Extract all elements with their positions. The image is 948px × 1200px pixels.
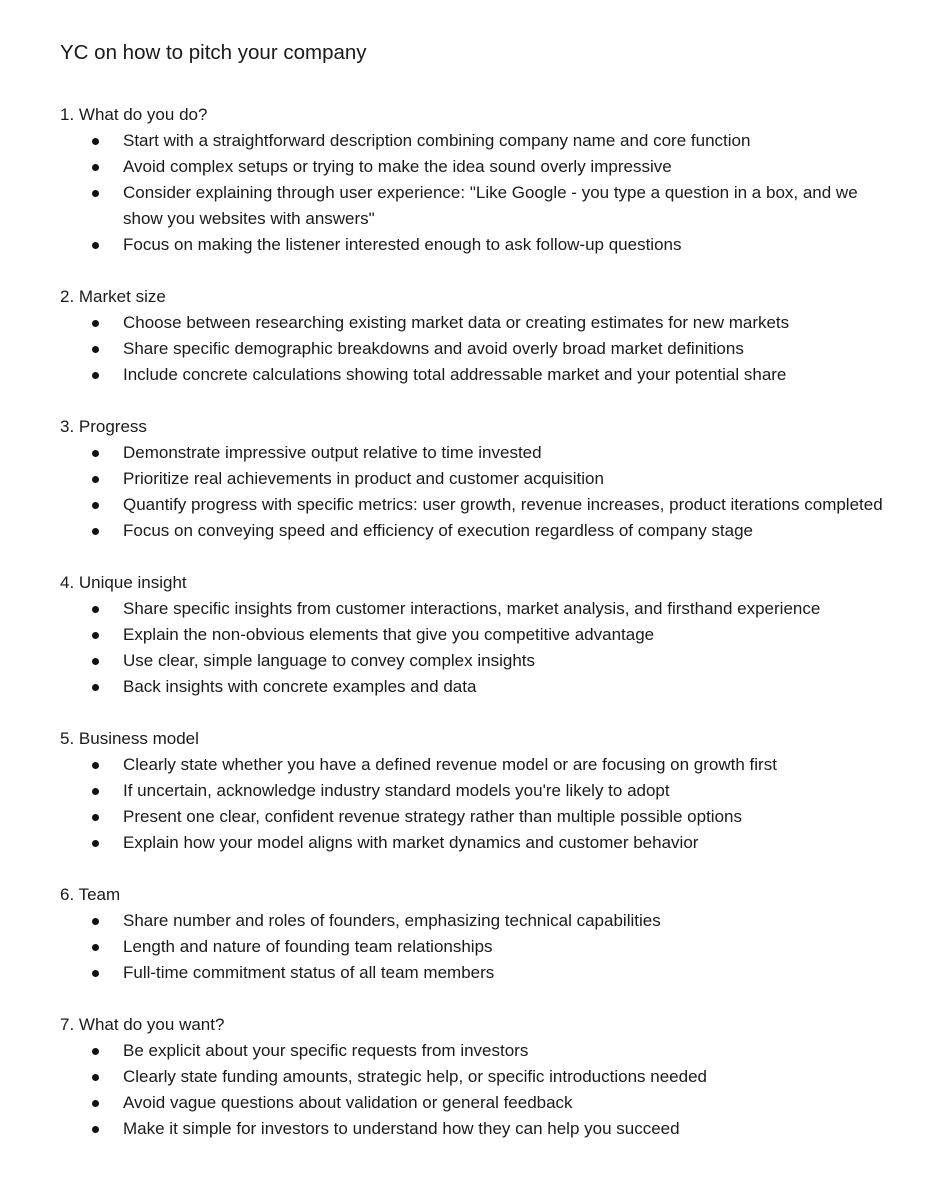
section-business-model — [60, 726, 888, 856]
bullet-icon — [92, 1048, 99, 1055]
bullet-icon — [92, 606, 99, 613]
list-item — [60, 752, 888, 778]
section-unique-insight — [60, 570, 888, 700]
list-item-text: Quantify progress with specific metrics: user growth, revenue increases, product iterations completed — [123, 495, 883, 514]
document-title: YC on how to pitch your company — [60, 41, 367, 64]
bullet-list — [60, 128, 888, 258]
list-item-text: Avoid vague questions about validation or general feedback — [123, 1093, 573, 1112]
bullet-icon — [92, 814, 99, 821]
list-item — [60, 1116, 888, 1142]
list-item — [60, 804, 888, 830]
list-item-text: Consider explaining through user experience: "Like Google - you type a question in a box, and we show you websites with answers" — [123, 183, 858, 228]
section-heading: 3. Progress — [60, 417, 147, 436]
list-item — [60, 648, 888, 674]
list-item-text: Share specific demographic breakdowns and avoid overly broad market definitions — [123, 339, 744, 358]
list-item-text: Clearly state whether you have a defined revenue model or are focusing on growth first — [123, 755, 777, 774]
bullet-icon — [92, 918, 99, 925]
list-item-text: Start with a straightforward description combining company name and core function — [123, 131, 751, 150]
list-item — [60, 1038, 888, 1064]
bullet-icon — [92, 1126, 99, 1133]
list-item-text: Make it simple for investors to understand how they can help you succeed — [123, 1119, 680, 1138]
list-item — [60, 154, 888, 180]
list-item-text: Choose between researching existing market data or creating estimates for new markets — [123, 313, 790, 332]
bullet-icon — [92, 450, 99, 457]
bullet-icon — [92, 944, 99, 951]
bullet-icon — [92, 970, 99, 977]
bullet-icon — [92, 190, 99, 197]
bullet-icon — [92, 1100, 99, 1107]
list-item-text: Length and nature of founding team relationships — [123, 937, 493, 956]
bullet-icon — [92, 138, 99, 145]
list-item — [60, 310, 888, 336]
bullet-icon — [92, 320, 99, 327]
section-what-do-you-want — [60, 1012, 888, 1142]
section-heading: 6. Team — [60, 885, 121, 904]
bullet-list — [60, 752, 888, 856]
list-item — [60, 960, 888, 986]
list-item-text: Back insights with concrete examples and data — [123, 677, 477, 696]
list-item-text: Focus on making the listener interested enough to ask follow-up questions — [123, 235, 682, 254]
list-item — [60, 1064, 888, 1090]
list-item — [60, 440, 888, 466]
bullet-list — [60, 310, 888, 388]
list-item-text: Prioritize real achievements in product and customer acquisition — [123, 469, 604, 488]
list-item — [60, 674, 888, 700]
bullet-icon — [92, 346, 99, 353]
section-heading: 5. Business model — [60, 729, 199, 748]
list-item-text: Focus on conveying speed and efficiency of execution regardless of company stage — [123, 521, 754, 540]
list-item — [60, 492, 888, 518]
section-heading: 2. Market size — [60, 287, 166, 306]
list-item-text: Clearly state funding amounts, strategic help, or specific introductions needed — [123, 1067, 707, 1086]
list-item-text: Avoid complex setups or trying to make the idea sound overly impressive — [123, 157, 672, 176]
list-item — [60, 934, 888, 960]
list-item — [60, 232, 888, 258]
list-item — [60, 180, 888, 232]
bullet-icon — [92, 242, 99, 249]
list-item-text: Demonstrate impressive output relative to time invested — [123, 443, 542, 462]
bullet-list — [60, 1038, 888, 1142]
sections-container — [60, 102, 888, 1142]
list-item — [60, 908, 888, 934]
list-item-text: Use clear, simple language to convey complex insights — [123, 651, 535, 670]
list-item-text: Share number and roles of founders, emphasizing technical capabilities — [123, 911, 661, 930]
bullet-icon — [92, 1074, 99, 1081]
bullet-icon — [92, 684, 99, 691]
list-item — [60, 622, 888, 648]
section-team — [60, 882, 888, 986]
bullet-icon — [92, 528, 99, 535]
list-item-text: Include concrete calculations showing total addressable market and your potential share — [123, 365, 787, 384]
list-item — [60, 362, 888, 388]
list-item-text: Explain how your model aligns with market dynamics and customer behavior — [123, 833, 699, 852]
section-heading: 4. Unique insight — [60, 573, 187, 592]
list-item — [60, 1090, 888, 1116]
bullet-icon — [92, 372, 99, 379]
bullet-icon — [92, 762, 99, 769]
list-item — [60, 336, 888, 362]
section-what-do-you-do — [60, 102, 888, 258]
list-item — [60, 830, 888, 856]
list-item-text: Share specific insights from customer interactions, market analysis, and firsthand experience — [123, 599, 821, 618]
section-heading: 1. What do you do? — [60, 105, 208, 124]
bullet-list — [60, 596, 888, 700]
list-item-text: Full-time commitment status of all team members — [123, 963, 495, 982]
bullet-icon — [92, 658, 99, 665]
list-item-text: If uncertain, acknowledge industry standard models you're likely to adopt — [123, 781, 670, 800]
list-item — [60, 778, 888, 804]
list-item-text: Be explicit about your specific requests from investors — [123, 1041, 529, 1060]
bullet-icon — [92, 164, 99, 171]
section-heading: 7. What do you want? — [60, 1015, 225, 1034]
list-item — [60, 466, 888, 492]
bullet-icon — [92, 788, 99, 795]
bullet-icon — [92, 840, 99, 847]
list-item — [60, 518, 888, 544]
bullet-icon — [92, 502, 99, 509]
list-item — [60, 128, 888, 154]
bullet-icon — [92, 476, 99, 483]
bullet-list — [60, 908, 888, 986]
bullet-list — [60, 440, 888, 544]
list-item-text: Present one clear, confident revenue strategy rather than multiple possible options — [123, 807, 742, 826]
bullet-icon — [92, 632, 99, 639]
section-progress — [60, 414, 888, 544]
section-market-size — [60, 284, 888, 388]
list-item-text: Explain the non-obvious elements that give you competitive advantage — [123, 625, 655, 644]
list-item — [60, 596, 888, 622]
